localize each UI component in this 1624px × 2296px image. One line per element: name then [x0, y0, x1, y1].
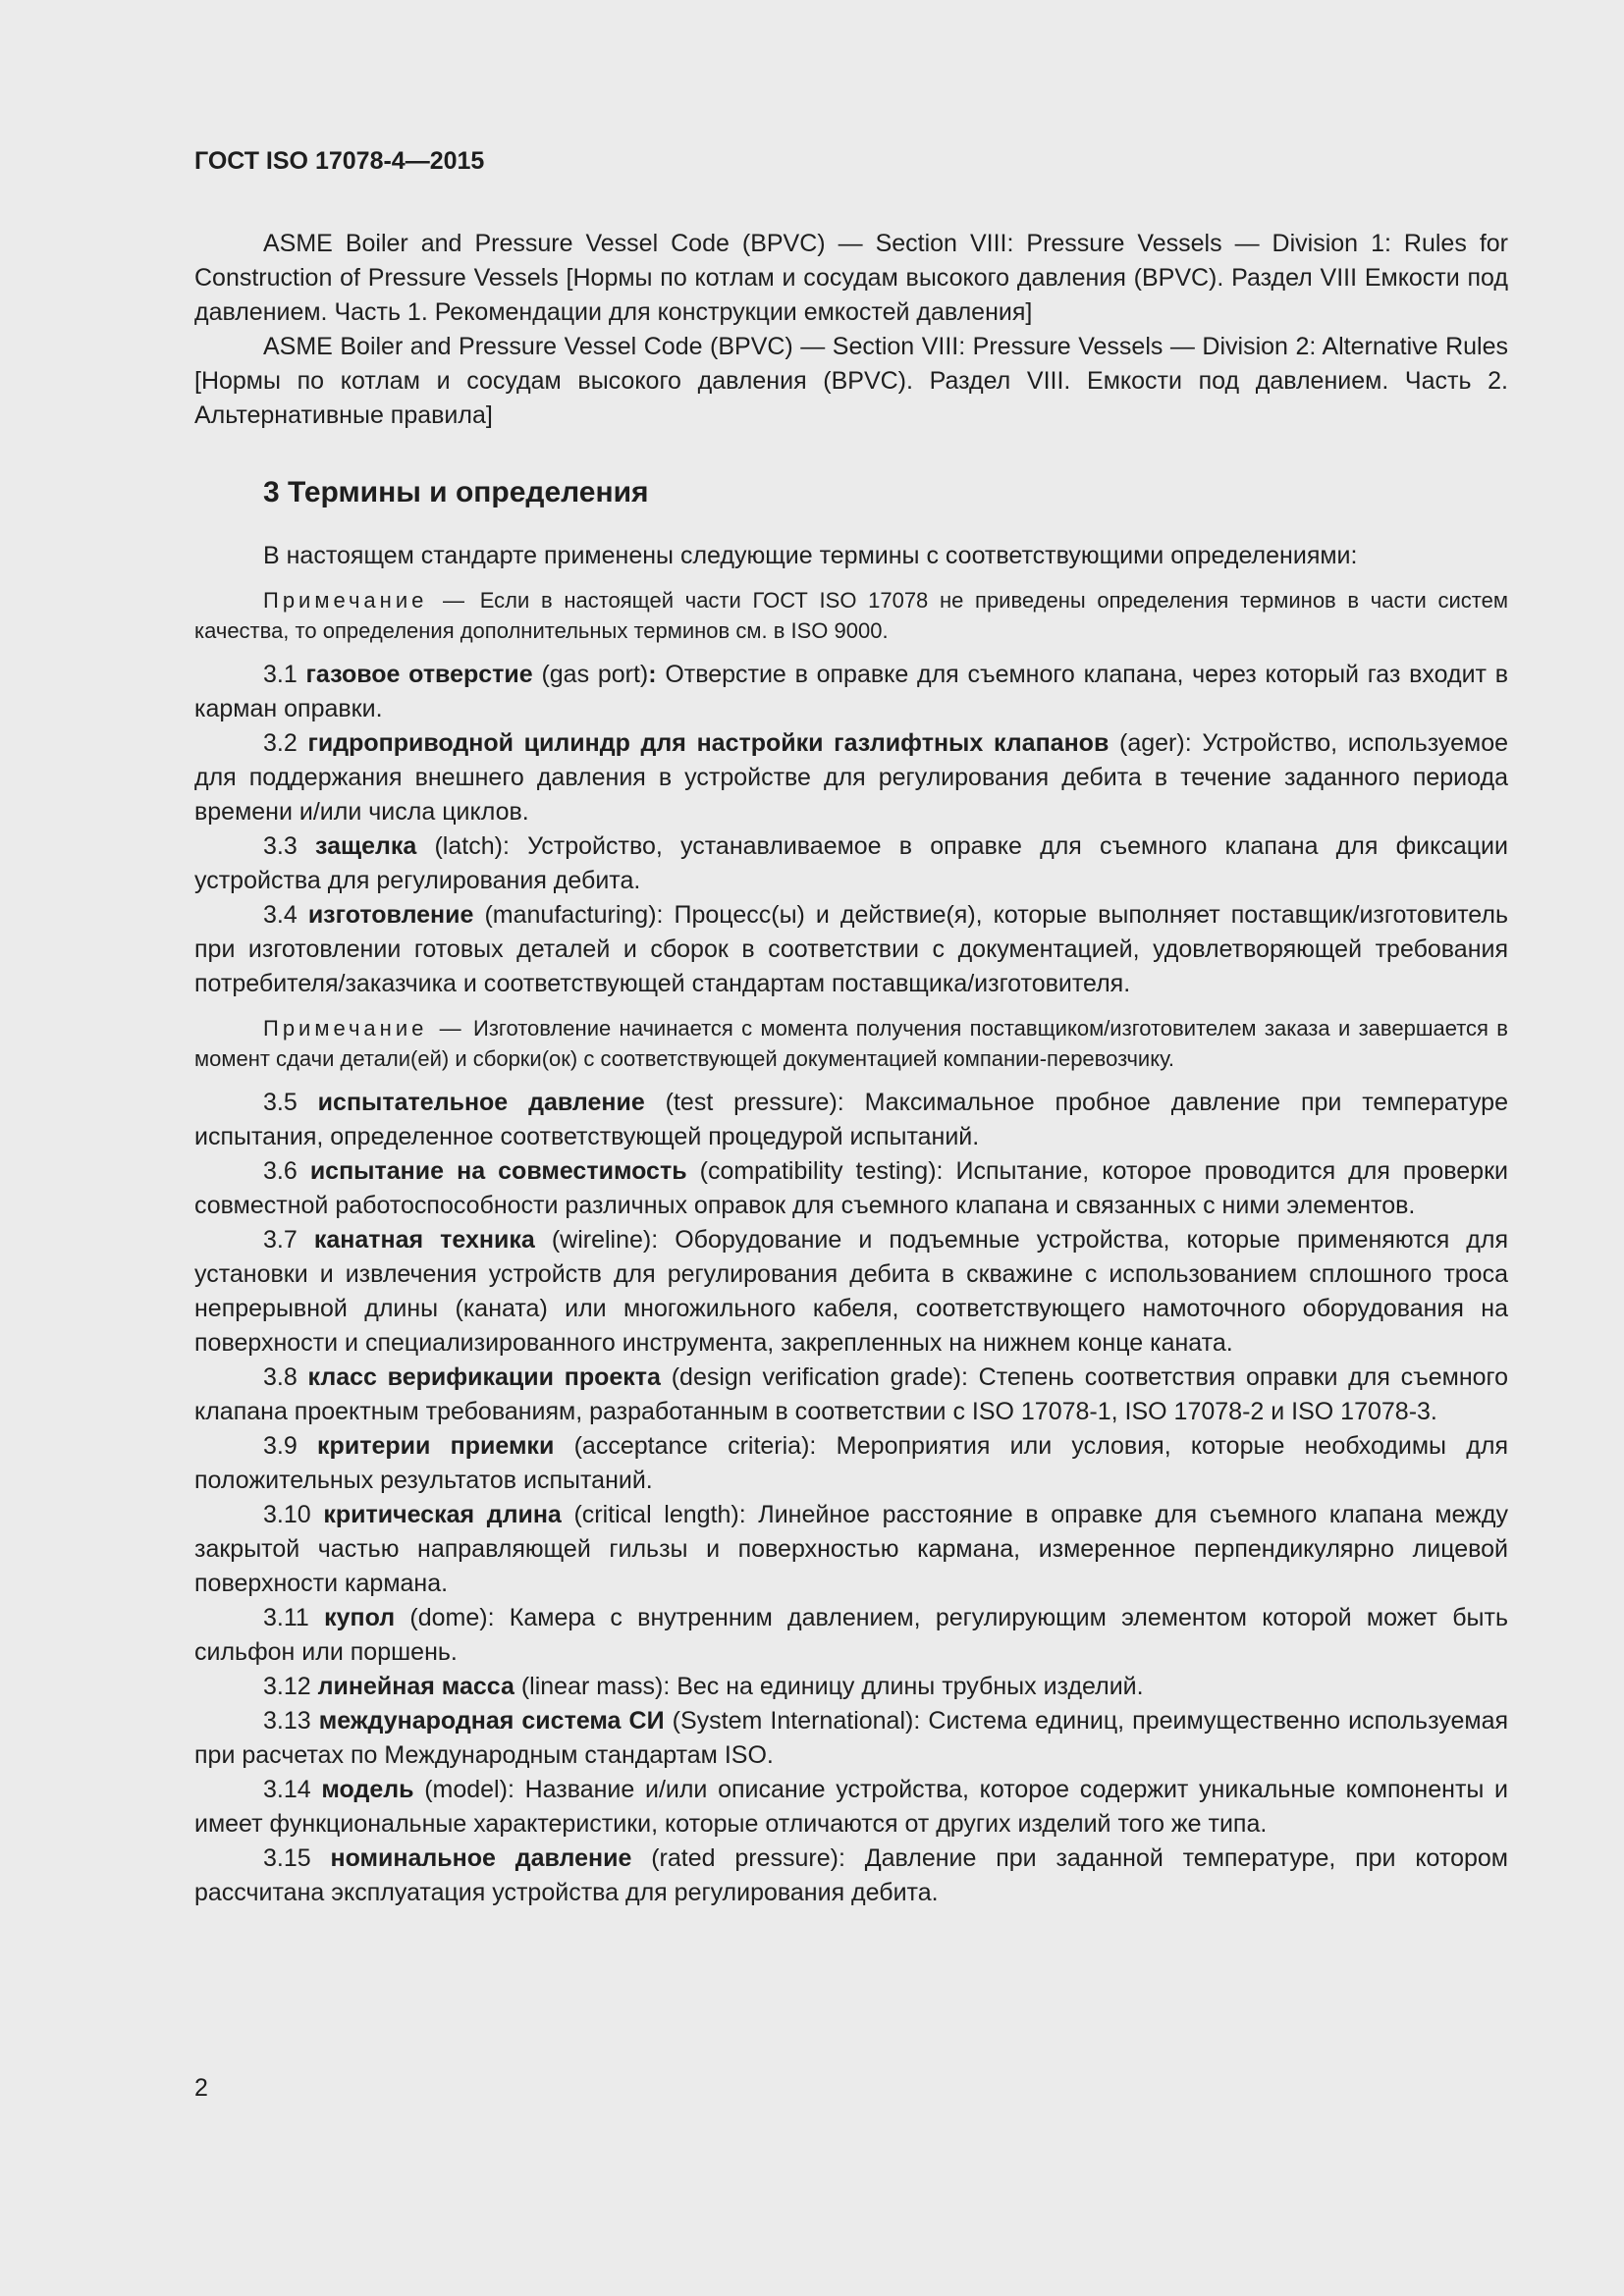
term-title: гидроприводной цилиндр для настройки газлифтных клапанов — [307, 729, 1110, 757]
term-number: 3.3 — [263, 832, 298, 860]
section-heading: 3 Термины и определения — [263, 476, 649, 508]
term-title: изготовление — [307, 901, 474, 929]
term-title: линейная масса — [317, 1673, 514, 1700]
term-english: (test pressure) — [665, 1089, 838, 1116]
term-entry — [194, 658, 1508, 726]
terms-group-a — [194, 658, 1508, 1001]
term-colon: : — [809, 1432, 817, 1460]
note-text: Если в настоящей части ГОСТ ISO 17078 не приведены определения терминов в части систем качества, то определения дополнительных терминов см. в ISO 9000. — [194, 588, 1509, 643]
term-number: 3.8 — [263, 1363, 298, 1391]
term-number: 3.7 — [263, 1226, 298, 1254]
term-number: 3.11 — [263, 1604, 309, 1631]
term-title: номинальное давление — [330, 1844, 632, 1872]
term-english: (linear mass) — [520, 1673, 664, 1700]
term-colon: : — [487, 1604, 495, 1631]
term-definition: Оборудование и подъемные устройства, которые применяются для установки и извлечения устройств для регулирования дебита в скважине с использованием сплошного троса непрерывной длины (каната) или многожильного кабеля, соответствующего намоточного оборудования на поверхности и специализированного инструмента, закрепленных на нижнем конце каната. — [194, 1226, 1509, 1357]
term-english: (wireline) — [551, 1226, 652, 1254]
term-definition: Процесс(ы) и действие(я), которые выполняет поставщик/изготовитель при изготовлении готовых деталей и сборок в соответствии с документацией, удовлетворяющей требования потребителя/заказчика и соответствующей стандартам поставщика/изготовителя. — [194, 901, 1508, 997]
term-title: защелка — [314, 832, 417, 860]
term-english: (critical length) — [573, 1501, 739, 1528]
term-title: испытательное давление — [317, 1089, 645, 1116]
term-colon: : — [656, 901, 664, 929]
document-header: ГОСТ ISO 17078-4—2015 — [194, 147, 485, 175]
term-definition: Давление при заданной температуре, при котором рассчитана эксплуатация устройства для регулирования дебита. — [194, 1844, 1508, 1906]
note-label: Примечание — — [263, 1016, 465, 1041]
term-definition: Устройство, устанавливаемое в оправке для съемного клапана для фиксации устройства для регулирования дебита. — [194, 832, 1508, 894]
term-entry — [194, 898, 1508, 1001]
term-title: купол — [324, 1604, 396, 1631]
term-entry — [194, 1842, 1508, 1910]
terms-group-b — [194, 1086, 1508, 1910]
term-colon: : — [738, 1501, 746, 1528]
term-english: (acceptance criteria) — [573, 1432, 810, 1460]
term-number: 3.13 — [263, 1707, 311, 1735]
term-definition: Вес на единицу длины трубных изделий. — [677, 1673, 1144, 1700]
term-definition: Камера с внутренним давлением, регулирующим элементом которой может быть сильфон или поршень. — [194, 1604, 1508, 1666]
term-entry — [194, 1086, 1508, 1154]
term-english: (compatibility testing) — [699, 1157, 937, 1185]
page-number: 2 — [194, 2074, 208, 2102]
reference-1: ASME Boiler and Pressure Vessel Code (BPVC) — Section VIII: Pressure Vessels — Division 1: Rules for Construction of Pressure Vessels [Нормы по котлам и сосудам высокого давления (BPVC). Раздел VIII Емкости под давлением. Часть 1. Рекомендации для конструкции емкостей давления] — [194, 230, 1508, 326]
term-definition: Степень соответствия оправки для съемного клапана проектным требованиям, разработанным в соответствии с ISO 17078-1, ISO 17078-2 и ISO 17078-3. — [194, 1363, 1509, 1425]
term-number: 3.4 — [263, 901, 298, 929]
term-definition: Максимальное пробное давление при температуре испытания, определенное соответствующей процедурой испытаний. — [194, 1089, 1508, 1150]
term-colon: : — [648, 661, 657, 688]
term-english: (rated pressure) — [651, 1844, 839, 1872]
term-entry — [194, 829, 1508, 898]
term-entry — [194, 1773, 1508, 1842]
term-entry — [194, 1154, 1508, 1223]
term-entry — [194, 1429, 1508, 1498]
term-number: 3.14 — [263, 1776, 311, 1803]
term-number: 3.15 — [263, 1844, 311, 1872]
note-text: Изготовление начинается с момента получения поставщиком/изготовителем заказа и завершается в момент сдачи детали(ей) и сборки(ок) с соответствующей документацией компании-перевозчику. — [194, 1016, 1508, 1071]
term-title: критическая длина — [323, 1501, 562, 1528]
page-content — [194, 147, 1508, 1910]
term-english: (manufacturing) — [484, 901, 657, 929]
term-number: 3.10 — [263, 1501, 311, 1528]
term-definition: Название и/или описание устройства, которое содержит уникальные компоненты и имеет функциональные характеристики, которые отличаются от других изделий того же типа. — [194, 1776, 1509, 1838]
term-definition: Мероприятия или условия, которые необходимы для положительных результатов испытаний. — [194, 1432, 1508, 1494]
term-colon: : — [651, 1226, 659, 1254]
term-entry — [194, 1223, 1508, 1361]
term-title: класс верификации проекта — [307, 1363, 661, 1391]
term-title: модель — [321, 1776, 414, 1803]
term-entry — [194, 1670, 1508, 1704]
term-english: (gas port) — [541, 661, 649, 688]
note-label: Примечание — — [263, 588, 469, 613]
term-title: газовое отверстие — [305, 661, 533, 688]
term-number: 3.2 — [263, 729, 298, 757]
term-english: (model) — [424, 1776, 508, 1803]
term-colon: : — [913, 1707, 921, 1735]
term-title: канатная техника — [313, 1226, 535, 1254]
term-english: (ager) — [1119, 729, 1185, 757]
term-definition: Линейное расстояние в оправке для съемного клапана между закрытой частью направляющей гильзы и поверхностью кармана, измеренное перпендикулярно лицевой поверхности кармана. — [194, 1501, 1508, 1597]
term-number: 3.6 — [263, 1157, 298, 1185]
term-definition: Система единиц, преимущественно используемая при расчетах по Международным стандартам ISO. — [194, 1707, 1509, 1769]
term-english: (dome) — [409, 1604, 488, 1631]
term-entry — [194, 1498, 1508, 1601]
term-colon: : — [960, 1363, 968, 1391]
term-colon: : — [837, 1089, 844, 1116]
term-entry — [194, 1361, 1508, 1429]
section-intro: В настоящем стандарте применены следующие термины с соответствующими определениями: — [263, 542, 1358, 569]
term-entry — [194, 1704, 1508, 1773]
term-entry — [194, 726, 1508, 829]
term-number: 3.1 — [263, 661, 298, 688]
term-number: 3.9 — [263, 1432, 298, 1460]
term-title: испытание на совместимость — [309, 1157, 687, 1185]
note-1 — [194, 585, 1508, 646]
term-colon: : — [838, 1844, 845, 1872]
term-title: международная система СИ — [318, 1707, 665, 1735]
term-colon: : — [502, 832, 510, 860]
term-colon: : — [507, 1776, 514, 1803]
term-english: (latch) — [434, 832, 503, 860]
term-number: 3.12 — [263, 1673, 311, 1700]
term-colon: : — [1184, 729, 1192, 757]
term-definition: Отверстие в оправке для съемного клапана, через который газ входит в карман оправки. — [194, 661, 1509, 722]
term-english: (System International) — [672, 1707, 914, 1735]
term-english: (design verification grade) — [671, 1363, 961, 1391]
term-definition: Устройство, используемое для поддержания внешнего давления в устройстве для регулирования дебита в течение заданного периода времени и/или числа циклов. — [194, 729, 1509, 826]
term-definition: Испытание, которое проводится для проверки совместной работоспособности различных оправок для съемного клапана и связанных с ними элементов. — [194, 1157, 1508, 1219]
note-2 — [194, 1013, 1508, 1074]
term-colon: : — [663, 1673, 671, 1700]
term-colon: : — [936, 1157, 944, 1185]
term-number: 3.5 — [263, 1089, 298, 1116]
reference-2: ASME Boiler and Pressure Vessel Code (BPVC) — Section VIII: Pressure Vessels — Division 2: Alternative Rules [Нормы по котлам и сосудам высокого давления (BPVC). Раздел VIII. Емкости под давлением. Часть 2. Альтернативные правила] — [194, 333, 1508, 429]
term-title: критерии приемки — [317, 1432, 555, 1460]
term-entry — [194, 1601, 1508, 1670]
